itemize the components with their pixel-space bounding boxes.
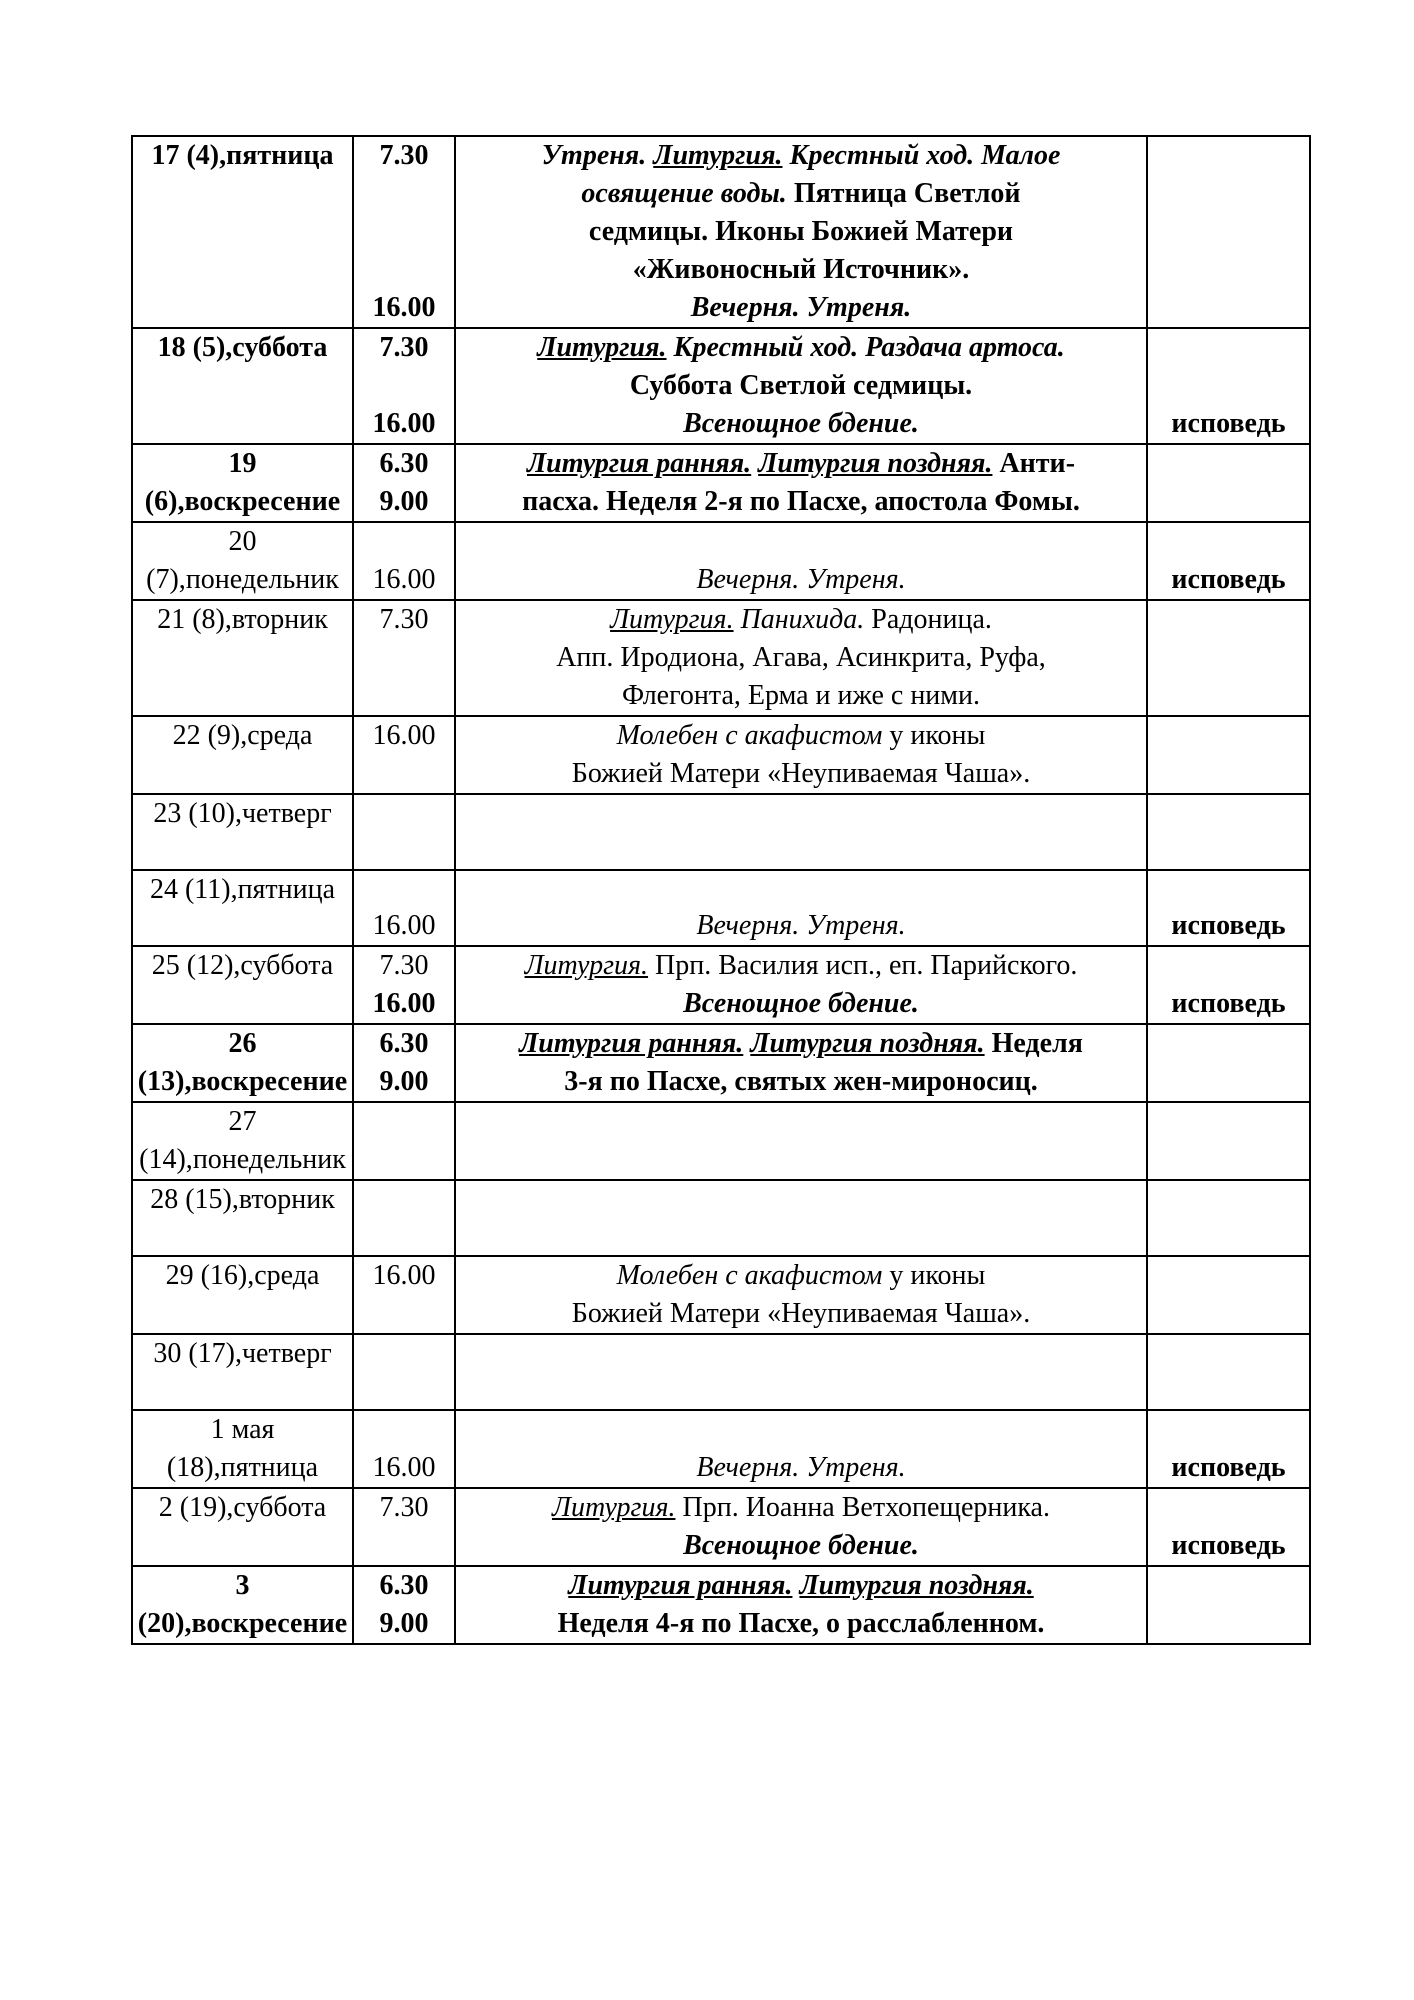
service-text: Радоница.: [864, 604, 992, 635]
service-text: Литургия.: [524, 950, 649, 981]
date-line: 1 мая (18),: [166, 1414, 275, 1483]
time-cell: [353, 1566, 455, 1644]
time-cell: [353, 716, 455, 794]
schedule-row: [132, 794, 1310, 870]
service-text: Прп. Иоанна Ветхопещерника.: [675, 1492, 1050, 1523]
confession-cell: [1147, 600, 1310, 716]
confession-label: исповедь: [1171, 910, 1286, 941]
date-cell: [132, 946, 353, 1024]
date-line: 3 (20),: [137, 1570, 250, 1639]
service-line: [460, 1257, 1142, 1295]
service-text: Литургия.: [653, 140, 783, 171]
time-spacer: [358, 175, 450, 289]
time-cell: [353, 946, 455, 1024]
date-line: 19 (6),: [144, 448, 257, 517]
date-line: четверг: [241, 1338, 332, 1369]
confession-spacer: [1152, 947, 1305, 985]
confession-cell: [1147, 1180, 1310, 1256]
service-text: у иконы: [882, 720, 986, 751]
date-line: 24 (11),: [149, 874, 238, 905]
service-text: Литургия поздняя.: [758, 448, 993, 479]
service-line: [460, 907, 1142, 945]
service-text: Всенощное бдение.: [683, 408, 919, 439]
date-line: воскресение: [184, 486, 341, 517]
service-text: Вечерня. Утреня.: [690, 292, 912, 323]
service-line: [460, 755, 1142, 793]
service-text: Неделя: [984, 1028, 1083, 1059]
service-text: Вечерня. Утреня.: [696, 910, 906, 941]
service-line: [460, 1527, 1142, 1565]
service-text: Молебен с акафистом: [616, 1260, 883, 1291]
service-cell: [455, 1488, 1147, 1566]
service-text: 3-я по Пасхе, святых жен-мироносиц.: [564, 1066, 1038, 1097]
schedule-row: [132, 1488, 1310, 1566]
date-cell: [132, 1410, 353, 1488]
service-line: [460, 251, 1142, 289]
service-text: Вечерня. Утреня.: [696, 564, 906, 595]
service-text: Литургия.: [610, 604, 734, 635]
service-cell: [455, 1024, 1147, 1102]
service-text: седмицы. Иконы Божией Матери: [588, 216, 1014, 247]
date-line: пятница: [226, 140, 334, 171]
time-value: 9.00: [379, 486, 429, 517]
date-line: четверг: [241, 798, 332, 829]
date-cell: [132, 1102, 353, 1180]
date-line: 21 (8),: [157, 604, 232, 635]
date-cell: [132, 1256, 353, 1334]
schedule-row: [132, 1410, 1310, 1488]
service-text: Прп. Василия исп., еп. Парийского.: [648, 950, 1078, 981]
time-spacer: [358, 367, 450, 405]
service-text: Литургия ранняя.: [568, 1570, 793, 1601]
time-cell: [353, 794, 455, 870]
service-line: [460, 137, 1142, 175]
date-line: 28 (15),: [150, 1184, 239, 1215]
confession-cell: [1147, 136, 1310, 328]
schedule-row: [132, 1566, 1310, 1644]
service-line: [460, 985, 1142, 1023]
confession-label: исповедь: [1171, 408, 1286, 439]
service-text: Литургия поздняя.: [750, 1028, 985, 1059]
schedule-body: [132, 136, 1310, 1644]
time-value: 16.00: [372, 1452, 436, 1483]
time-value: 7.30: [379, 140, 429, 171]
date-line: вторник: [231, 604, 328, 635]
date-cell: [132, 136, 353, 328]
service-text: Божией Матери «Неупиваемая Чаша».: [571, 1298, 1031, 1329]
service-cell: [455, 1334, 1147, 1410]
confession-cell: [1147, 716, 1310, 794]
service-line: [460, 677, 1142, 715]
service-line: [460, 1605, 1142, 1643]
time-cell: [353, 522, 455, 600]
date-cell: [132, 1024, 353, 1102]
time-value: 16.00: [372, 720, 436, 751]
service-text: Литургия ранняя.: [519, 1028, 744, 1059]
time-value: 16.00: [372, 910, 436, 941]
schedule-table: [131, 135, 1311, 1645]
time-value: 6.30: [379, 1570, 429, 1601]
date-line: 26 (13),: [137, 1028, 257, 1097]
schedule-row: [132, 1256, 1310, 1334]
date-line: 18 (5),: [157, 332, 233, 363]
service-text: Панихида.: [733, 604, 865, 635]
service-cell: [455, 1102, 1147, 1180]
date-line: 2 (19),: [158, 1492, 234, 1523]
service-text: Молебен с акафистом: [616, 720, 883, 751]
schedule-row: [132, 136, 1310, 328]
date-cell: [132, 1566, 353, 1644]
time-cell: [353, 136, 455, 328]
service-cell: [455, 870, 1147, 946]
service-text: Божией Матери «Неупиваемая Чаша».: [571, 758, 1031, 789]
time-value: 6.30: [379, 448, 429, 479]
service-text: Крестный ход. Малое: [782, 140, 1061, 171]
service-text: «Живоносный Источник».: [632, 254, 970, 285]
date-cell: [132, 870, 353, 946]
time-spacer: [358, 871, 450, 907]
date-line: 23 (10),: [153, 798, 242, 829]
confession-cell: [1147, 444, 1310, 522]
service-line: [460, 405, 1142, 443]
time-cell: [353, 1102, 455, 1180]
service-text: Вечерня. Утреня.: [696, 1452, 906, 1483]
time-value: 9.00: [379, 1608, 429, 1639]
time-value: 16.00: [372, 408, 436, 439]
service-line: [460, 601, 1142, 639]
service-cell: [455, 522, 1147, 600]
service-line: [460, 175, 1142, 213]
date-line: 22 (9),: [172, 720, 248, 751]
date-cell: [132, 328, 353, 444]
date-line: 25 (12),: [151, 950, 241, 981]
date-line: среда: [247, 720, 313, 751]
date-line: 20 (7),: [146, 526, 257, 595]
date-line: воскресение: [191, 1066, 348, 1097]
service-spacer: [460, 871, 1142, 907]
date-cell: [132, 444, 353, 522]
date-cell: [132, 716, 353, 794]
confession-label: исповедь: [1171, 1530, 1286, 1561]
service-line: [460, 367, 1142, 405]
confession-label: исповедь: [1171, 988, 1286, 1019]
service-line: [460, 639, 1142, 677]
time-value: 16.00: [372, 564, 436, 595]
service-line: [460, 1567, 1142, 1605]
schedule-row: [132, 444, 1310, 522]
service-text: Литургия поздняя.: [799, 1570, 1034, 1601]
confession-cell: [1147, 870, 1310, 946]
service-cell: [455, 444, 1147, 522]
service-line: [460, 1025, 1142, 1063]
time-cell: [353, 1334, 455, 1410]
service-line: [460, 1295, 1142, 1333]
service-text: Флегонта, Ерма и иже с ними.: [621, 680, 980, 711]
confession-cell: [1147, 1334, 1310, 1410]
schedule-row: [132, 870, 1310, 946]
date-line: понедельник: [185, 564, 339, 595]
schedule-row: [132, 1180, 1310, 1256]
time-spacer: [358, 523, 450, 561]
service-line: [460, 1489, 1142, 1527]
service-cell: [455, 1180, 1147, 1256]
service-text: Литургия.: [537, 332, 667, 363]
service-line: [460, 1449, 1142, 1487]
date-line: воскресение: [191, 1608, 348, 1639]
time-value: 7.30: [379, 950, 429, 981]
service-spacer: [460, 1411, 1142, 1449]
service-text: у иконы: [882, 1260, 986, 1291]
date-line: вторник: [238, 1184, 335, 1215]
confession-label: исповедь: [1171, 1452, 1286, 1483]
service-text: Всенощное бдение.: [683, 1530, 919, 1561]
confession-label: исповедь: [1171, 564, 1286, 595]
service-text: Суббота Светлой седмицы.: [629, 370, 973, 401]
date-cell: [132, 522, 353, 600]
service-line: [460, 445, 1142, 483]
confession-cell: [1147, 794, 1310, 870]
service-cell: [455, 716, 1147, 794]
time-cell: [353, 328, 455, 444]
time-cell: [353, 600, 455, 716]
schedule-row: [132, 1334, 1310, 1410]
service-cell: [455, 600, 1147, 716]
service-cell: [455, 1566, 1147, 1644]
schedule-row: [132, 600, 1310, 716]
confession-cell: [1147, 1410, 1310, 1488]
date-line: суббота: [232, 332, 328, 363]
date-cell: [132, 1334, 353, 1410]
time-cell: [353, 1488, 455, 1566]
service-text: Пятница Светлой: [786, 178, 1021, 209]
date-line: среда: [254, 1260, 320, 1291]
time-value: 7.30: [379, 604, 429, 635]
service-line: [460, 213, 1142, 251]
confession-cell: [1147, 522, 1310, 600]
time-cell: [353, 1256, 455, 1334]
service-cell: [455, 1256, 1147, 1334]
service-spacer: [460, 523, 1142, 561]
date-line: 29 (16),: [165, 1260, 255, 1291]
service-text: пасха. Неделя 2-я по Пасхе, апостола Фомы.: [522, 486, 1080, 517]
time-value: 16.00: [372, 988, 436, 1019]
schedule-row: [132, 1102, 1310, 1180]
date-line: суббота: [240, 950, 334, 981]
date-line: пятница: [237, 874, 336, 905]
service-cell: [455, 794, 1147, 870]
time-spacer: [358, 1411, 450, 1449]
service-text: Крестный ход. Раздача артоса.: [666, 332, 1065, 363]
confession-spacer: [1152, 1411, 1305, 1449]
service-text: Литургия.: [552, 1492, 676, 1523]
date-cell: [132, 1488, 353, 1566]
service-text: Анти-: [992, 448, 1076, 479]
confession-cell: [1147, 328, 1310, 444]
date-cell: [132, 600, 353, 716]
date-line: пятница: [220, 1452, 319, 1483]
confession-spacer: [1152, 871, 1305, 907]
schedule-row: [132, 946, 1310, 1024]
date-line: суббота: [233, 1492, 327, 1523]
time-value: 16.00: [372, 1260, 436, 1291]
service-cell: [455, 136, 1147, 328]
time-value: 6.30: [379, 1028, 429, 1059]
confession-spacer: [1152, 523, 1305, 561]
service-line: [460, 561, 1142, 599]
schedule-row: [132, 522, 1310, 600]
time-value: 9.00: [379, 1066, 429, 1097]
date-line: 17 (4),: [151, 140, 227, 171]
date-cell: [132, 1180, 353, 1256]
service-text: Литургия ранняя.: [526, 448, 752, 479]
time-value: 16.00: [372, 292, 436, 323]
schedule-row: [132, 716, 1310, 794]
service-cell: [455, 946, 1147, 1024]
time-cell: [353, 870, 455, 946]
schedule-row: [132, 328, 1310, 444]
service-line: [460, 1063, 1142, 1101]
confession-spacer: [1152, 329, 1305, 405]
schedule-row: [132, 1024, 1310, 1102]
service-line: [460, 947, 1142, 985]
service-line: [460, 329, 1142, 367]
service-line: [460, 717, 1142, 755]
time-value: 7.30: [379, 1492, 429, 1523]
service-text: Неделя 4-я по Пасхе, о расслабленном.: [557, 1608, 1045, 1639]
date-line: 30 (17),: [153, 1338, 242, 1369]
service-cell: [455, 328, 1147, 444]
time-cell: [353, 1180, 455, 1256]
confession-cell: [1147, 946, 1310, 1024]
confession-cell: [1147, 1256, 1310, 1334]
time-cell: [353, 1410, 455, 1488]
confession-cell: [1147, 1024, 1310, 1102]
confession-cell: [1147, 1488, 1310, 1566]
service-line: [460, 483, 1142, 521]
confession-spacer: [1152, 1489, 1305, 1527]
service-text: Всенощное бдение.: [683, 988, 919, 1019]
service-text: Апп. Иродиона, Агава, Асинкрита, Руфа,: [556, 642, 1046, 673]
time-cell: [353, 1024, 455, 1102]
service-line: [460, 289, 1142, 327]
time-value: 7.30: [379, 332, 429, 363]
confession-cell: [1147, 1566, 1310, 1644]
date-line: 27 (14),: [139, 1106, 257, 1175]
service-text: Утреня.: [541, 140, 654, 171]
time-cell: [353, 444, 455, 522]
date-cell: [132, 794, 353, 870]
date-line: понедельник: [192, 1144, 346, 1175]
service-cell: [455, 1410, 1147, 1488]
service-text: освящение воды.: [581, 178, 787, 209]
confession-cell: [1147, 1102, 1310, 1180]
